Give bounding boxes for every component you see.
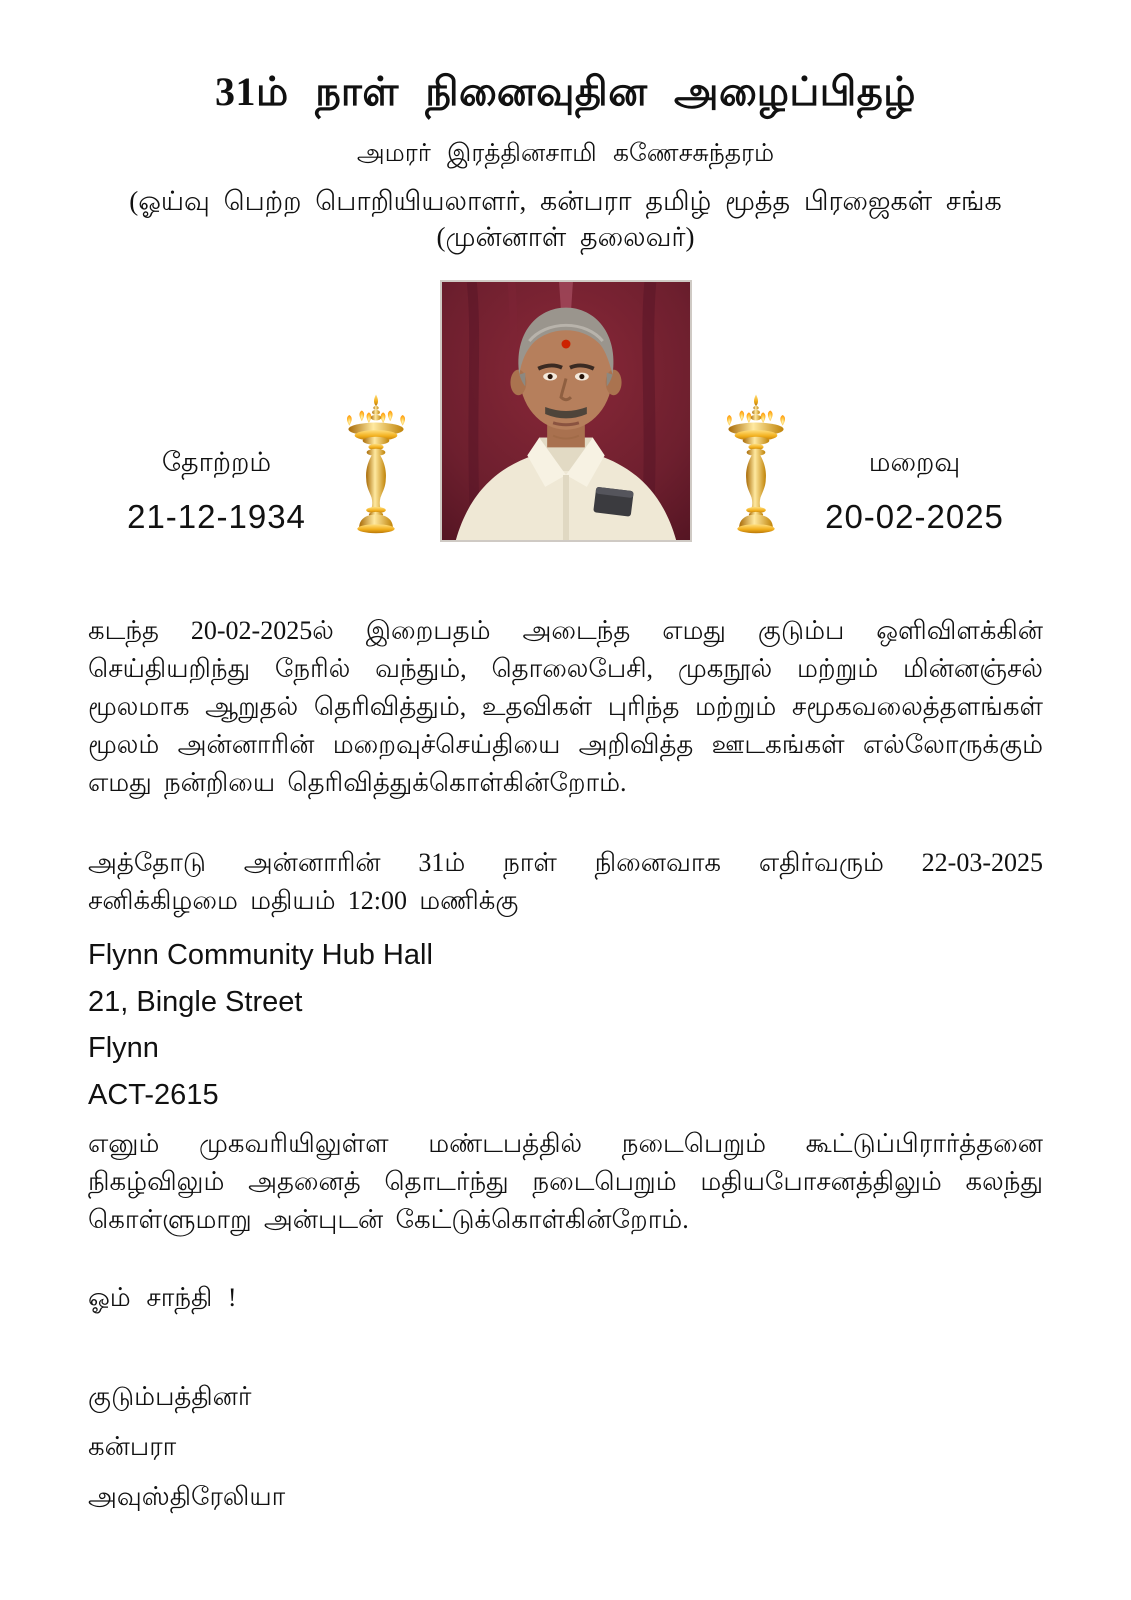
deceased-photo	[440, 280, 692, 542]
signoff-city: கன்பரா	[88, 1432, 177, 1462]
paragraph-thanks: கடந்த 20-02-2025ல் இறைபதம் அடைந்த எமது குடும்ப ஒளிவிளக்கின் செய்தியறிந்து நேரில் வந்தும், தொலைபேசி, முகநூல் மற்றும் மின்னஞ்சல் மூலமாக ஆறுதல் தெரிவித்தும், உதவிகள் புரிந்த மற்றும் சமூகவலைத்தளங்கள் மூலம் அன்னாரின் மறைவுச்செய்தியை அறிவித்த ஊடகங்கள் எல்லோருக்கும் எமது நன்றியை தெரிவித்துக்கொள்கின்றோம்.	[88, 615, 1043, 797]
oil-lamp-icon	[716, 384, 796, 542]
venue-address	[88, 932, 1043, 1120]
memorial-row	[88, 280, 1043, 542]
birth-date: 21-12-1934	[127, 497, 306, 535]
venue-suburb: Flynn	[88, 1032, 159, 1065]
deceased-name: அமரர் இரத்தினசாமி கணேசசுந்தரம்	[356, 140, 775, 167]
birth-block	[122, 447, 312, 542]
paragraph-invitation: அத்தோடு அன்னாரின் 31ம் நாள் நினைவாக எதிர்வரும் 22-03-2025 சனிக்கிழமை மதியம் 12:00 மணிக்கு	[88, 847, 1043, 915]
birth-label: தோற்றம்	[161, 446, 272, 477]
designation-line-1: (ஓய்வு பெற்ற பொறியியலாளர், கன்பரா தமிழ் மூத்த பிரஜைகள் சங்க	[129, 186, 1002, 216]
signoff-country: அவுஸ்திரேலியா	[88, 1482, 286, 1512]
venue-street: 21, Bingle Street	[88, 985, 303, 1018]
venue-postcode: ACT-2615	[88, 1079, 219, 1112]
page-title: 31ம் நாள் நினைவுதின அழைப்பிதழ்	[215, 69, 916, 114]
deceased-portrait-illustration	[442, 282, 690, 540]
venue-name: Flynn Community Hub Hall	[88, 938, 433, 971]
om-shanthi-text: ஓம் சாந்தி !	[88, 1283, 237, 1313]
death-date: 20-02-2025	[825, 497, 1004, 535]
designation-line-2: (முன்னாள் தலைவர்)	[436, 222, 695, 253]
death-label: மறைவு	[868, 446, 961, 477]
signoff-family: குடும்பத்தினர்	[88, 1382, 252, 1412]
signoff-block	[88, 1372, 1043, 1522]
death-block	[820, 447, 1010, 542]
oil-lamp-icon	[336, 384, 416, 542]
paragraph-request: எனும் முகவரியிலுள்ள மண்டபத்தில் நடைபெறும் கூட்டுப்பிரார்த்தனை நிகழ்விலும் அதனைத் தொடர்ந்து நடைபெறும் மதியபோசனத்திலும் கலந்து கொள்ளுமாறு அன்புடன் கேட்டுக்கொள்கின்றோம்.	[88, 1129, 1043, 1235]
